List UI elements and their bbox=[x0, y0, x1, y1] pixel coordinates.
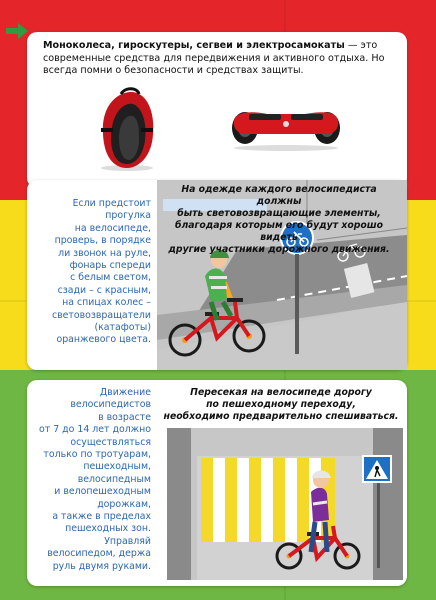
intro-rest: — это современные средства для передвижения и активного отдыха. Но всегда помни о безопасности и средствах защиты. bbox=[43, 40, 385, 76]
monowheel-icon bbox=[97, 84, 157, 172]
bicycle-equipment-card bbox=[27, 180, 407, 370]
vehicles-card bbox=[27, 32, 407, 188]
intro-bold: Моноколеса, гироскутеры, сегвеи и электросамокаты bbox=[43, 40, 345, 51]
rules-text: Движение велосипедистов в возрасте от 7 до 14 лет должно осуществляться только по тротуарам, пешеходным, велосипедным и велопешеходным дорожкам, а также в пределах пешеходных зон. Управляй велосипедом, держа руль двумя руками. bbox=[39, 387, 151, 572]
intro-text bbox=[43, 40, 395, 78]
crosswalk-illustration bbox=[167, 428, 403, 580]
bicycle-rules-card bbox=[27, 380, 407, 586]
crossing-caption: Пересекая на велосипеде дорогу по пешеходному переходу, необходимо предварительно спешиваться. bbox=[163, 387, 399, 422]
reflective-caption: На одежде каждого велосипедиста должны быть световозвращающие элементы, благодаря которым его будут хорошо видеть другие участники дорожного движения. bbox=[168, 184, 390, 255]
pedestrian-crossing-sign-icon bbox=[363, 456, 391, 482]
equipment-text: Если предстоит прогулка на велосипеде, проверь, в порядке ли звонок на руле, фонарь спереди с белым светом, сзади – с красным, на спицах колес – световозвращатели (катафоты) оранжевого цвета. bbox=[51, 198, 151, 346]
hoverboard-icon bbox=[227, 100, 345, 152]
arrow-right-icon bbox=[6, 22, 28, 40]
